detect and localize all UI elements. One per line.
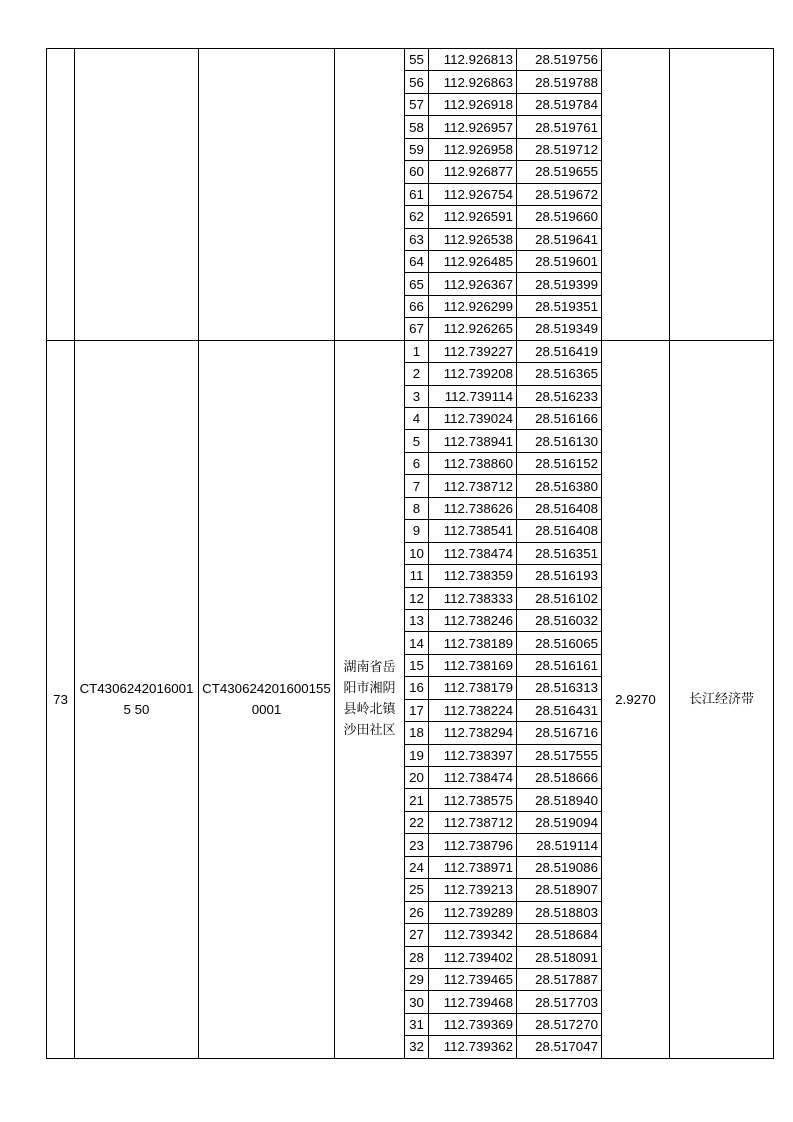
latitude-cell: 28.516408: [517, 497, 602, 519]
latitude-cell: 28.517703: [517, 991, 602, 1013]
longitude-cell: 112.739208: [429, 363, 517, 385]
point-number: 23: [405, 834, 429, 856]
point-number: 65: [405, 273, 429, 295]
longitude-cell: 112.926918: [429, 93, 517, 115]
latitude-cell: 28.517555: [517, 744, 602, 766]
latitude-cell: 28.518684: [517, 924, 602, 946]
point-number: 19: [405, 744, 429, 766]
longitude-cell: 112.738575: [429, 789, 517, 811]
latitude-cell: 28.516716: [517, 722, 602, 744]
latitude-cell: 28.519660: [517, 206, 602, 228]
longitude-cell: 112.739362: [429, 1036, 517, 1058]
point-number: 5: [405, 430, 429, 452]
sub-id-cell: [199, 49, 335, 341]
latitude-cell: 28.519672: [517, 183, 602, 205]
point-number: 10: [405, 542, 429, 564]
longitude-cell: 112.738712: [429, 811, 517, 833]
point-number: 7: [405, 475, 429, 497]
latitude-cell: 28.518907: [517, 879, 602, 901]
longitude-cell: 112.738971: [429, 856, 517, 878]
longitude-cell: 112.739465: [429, 968, 517, 990]
table-body: [47, 49, 774, 1059]
longitude-cell: 112.738246: [429, 609, 517, 631]
longitude-cell: 112.926591: [429, 206, 517, 228]
location-cell: [335, 49, 405, 341]
latitude-cell: 28.519756: [517, 49, 602, 71]
longitude-cell: 112.738359: [429, 565, 517, 587]
longitude-cell: 112.926485: [429, 250, 517, 272]
latitude-cell: 28.516431: [517, 699, 602, 721]
latitude-cell: 28.516313: [517, 677, 602, 699]
point-number: 6: [405, 452, 429, 474]
point-number: 56: [405, 71, 429, 93]
point-number: 2: [405, 363, 429, 385]
point-number: 32: [405, 1036, 429, 1058]
longitude-cell: 112.739402: [429, 946, 517, 968]
record-sub-id: CT430624201600155 0001: [199, 340, 335, 1058]
point-number: 24: [405, 856, 429, 878]
latitude-cell: 28.516193: [517, 565, 602, 587]
point-number: 3: [405, 385, 429, 407]
longitude-cell: 112.739369: [429, 1013, 517, 1035]
longitude-cell: 112.738224: [429, 699, 517, 721]
point-number: 63: [405, 228, 429, 250]
longitude-cell: 112.738474: [429, 767, 517, 789]
latitude-cell: 28.518803: [517, 901, 602, 923]
point-number: 60: [405, 161, 429, 183]
latitude-cell: 28.519784: [517, 93, 602, 115]
latitude-cell: 28.519761: [517, 116, 602, 138]
latitude-cell: 28.517047: [517, 1036, 602, 1058]
latitude-cell: 28.519349: [517, 318, 602, 340]
longitude-cell: 112.926367: [429, 273, 517, 295]
longitude-cell: 112.926877: [429, 161, 517, 183]
point-number: 14: [405, 632, 429, 654]
point-number: 13: [405, 609, 429, 631]
point-number: 26: [405, 901, 429, 923]
latitude-cell: 28.519601: [517, 250, 602, 272]
point-number: 29: [405, 968, 429, 990]
point-number: 15: [405, 654, 429, 676]
table-row: [47, 49, 774, 71]
latitude-cell: 28.517887: [517, 968, 602, 990]
longitude-cell: 112.739114: [429, 385, 517, 407]
latitude-cell: 28.516102: [517, 587, 602, 609]
point-number: 62: [405, 206, 429, 228]
record-index: 73: [47, 340, 75, 1058]
longitude-cell: 112.926957: [429, 116, 517, 138]
latitude-cell: 28.519641: [517, 228, 602, 250]
longitude-cell: 112.739227: [429, 340, 517, 362]
latitude-cell: 28.516365: [517, 363, 602, 385]
point-number: 28: [405, 946, 429, 968]
longitude-cell: 112.926958: [429, 138, 517, 160]
latitude-cell: 28.516408: [517, 520, 602, 542]
longitude-cell: 112.926754: [429, 183, 517, 205]
latitude-cell: 28.518940: [517, 789, 602, 811]
point-number: 67: [405, 318, 429, 340]
point-number: 16: [405, 677, 429, 699]
point-number: 11: [405, 565, 429, 587]
latitude-cell: 28.519655: [517, 161, 602, 183]
point-number: 8: [405, 497, 429, 519]
point-number: 61: [405, 183, 429, 205]
latitude-cell: 28.518091: [517, 946, 602, 968]
point-number: 4: [405, 408, 429, 430]
point-number: 66: [405, 295, 429, 317]
parcel-id-cell: [75, 49, 199, 341]
point-number: 31: [405, 1013, 429, 1035]
longitude-cell: 112.926265: [429, 318, 517, 340]
record-location: 湖南省岳阳市湘阴县岭北镇沙田社区: [335, 340, 405, 1058]
latitude-cell: 28.516419: [517, 340, 602, 362]
zone-cell: [670, 49, 774, 341]
longitude-cell: 112.926863: [429, 71, 517, 93]
latitude-cell: 28.519712: [517, 138, 602, 160]
longitude-cell: 112.739213: [429, 879, 517, 901]
longitude-cell: 112.739342: [429, 924, 517, 946]
point-number: 30: [405, 991, 429, 1013]
longitude-cell: 112.926538: [429, 228, 517, 250]
point-number: 59: [405, 138, 429, 160]
latitude-cell: 28.518666: [517, 767, 602, 789]
point-number: 18: [405, 722, 429, 744]
latitude-cell: 28.516351: [517, 542, 602, 564]
point-number: 17: [405, 699, 429, 721]
longitude-cell: 112.738397: [429, 744, 517, 766]
index-cell: [47, 49, 75, 341]
latitude-cell: 28.516065: [517, 632, 602, 654]
record-area: 2.9270: [602, 340, 670, 1058]
point-number: 58: [405, 116, 429, 138]
point-number: 9: [405, 520, 429, 542]
longitude-cell: 112.738860: [429, 452, 517, 474]
area-cell: [602, 49, 670, 341]
point-number: 12: [405, 587, 429, 609]
latitude-cell: 28.519399: [517, 273, 602, 295]
latitude-cell: 28.517270: [517, 1013, 602, 1035]
coordinates-table: [46, 48, 774, 1059]
longitude-cell: 112.738474: [429, 542, 517, 564]
latitude-cell: 28.519351: [517, 295, 602, 317]
latitude-cell: 28.519094: [517, 811, 602, 833]
longitude-cell: 112.738169: [429, 654, 517, 676]
record-zone: 长江经济带: [670, 340, 774, 1058]
latitude-cell: 28.519114: [517, 834, 602, 856]
longitude-cell: 112.926299: [429, 295, 517, 317]
point-number: 25: [405, 879, 429, 901]
table-row: [47, 340, 774, 362]
latitude-cell: 28.516152: [517, 452, 602, 474]
longitude-cell: 112.739468: [429, 991, 517, 1013]
point-number: 57: [405, 93, 429, 115]
latitude-cell: 28.519788: [517, 71, 602, 93]
longitude-cell: 112.738712: [429, 475, 517, 497]
longitude-cell: 112.739024: [429, 408, 517, 430]
latitude-cell: 28.516161: [517, 654, 602, 676]
latitude-cell: 28.516233: [517, 385, 602, 407]
point-number: 21: [405, 789, 429, 811]
point-number: 20: [405, 767, 429, 789]
point-number: 27: [405, 924, 429, 946]
record-id: CT43062420160015 50: [75, 340, 199, 1058]
latitude-cell: 28.516380: [517, 475, 602, 497]
longitude-cell: 112.738941: [429, 430, 517, 452]
longitude-cell: 112.738626: [429, 497, 517, 519]
latitude-cell: 28.516166: [517, 408, 602, 430]
longitude-cell: 112.738179: [429, 677, 517, 699]
longitude-cell: 112.739289: [429, 901, 517, 923]
longitude-cell: 112.926813: [429, 49, 517, 71]
latitude-cell: 28.516130: [517, 430, 602, 452]
longitude-cell: 112.738294: [429, 722, 517, 744]
longitude-cell: 112.738189: [429, 632, 517, 654]
longitude-cell: 112.738541: [429, 520, 517, 542]
longitude-cell: 112.738796: [429, 834, 517, 856]
latitude-cell: 28.519086: [517, 856, 602, 878]
point-number: 55: [405, 49, 429, 71]
point-number: 1: [405, 340, 429, 362]
latitude-cell: 28.516032: [517, 609, 602, 631]
point-number: 22: [405, 811, 429, 833]
point-number: 64: [405, 250, 429, 272]
longitude-cell: 112.738333: [429, 587, 517, 609]
